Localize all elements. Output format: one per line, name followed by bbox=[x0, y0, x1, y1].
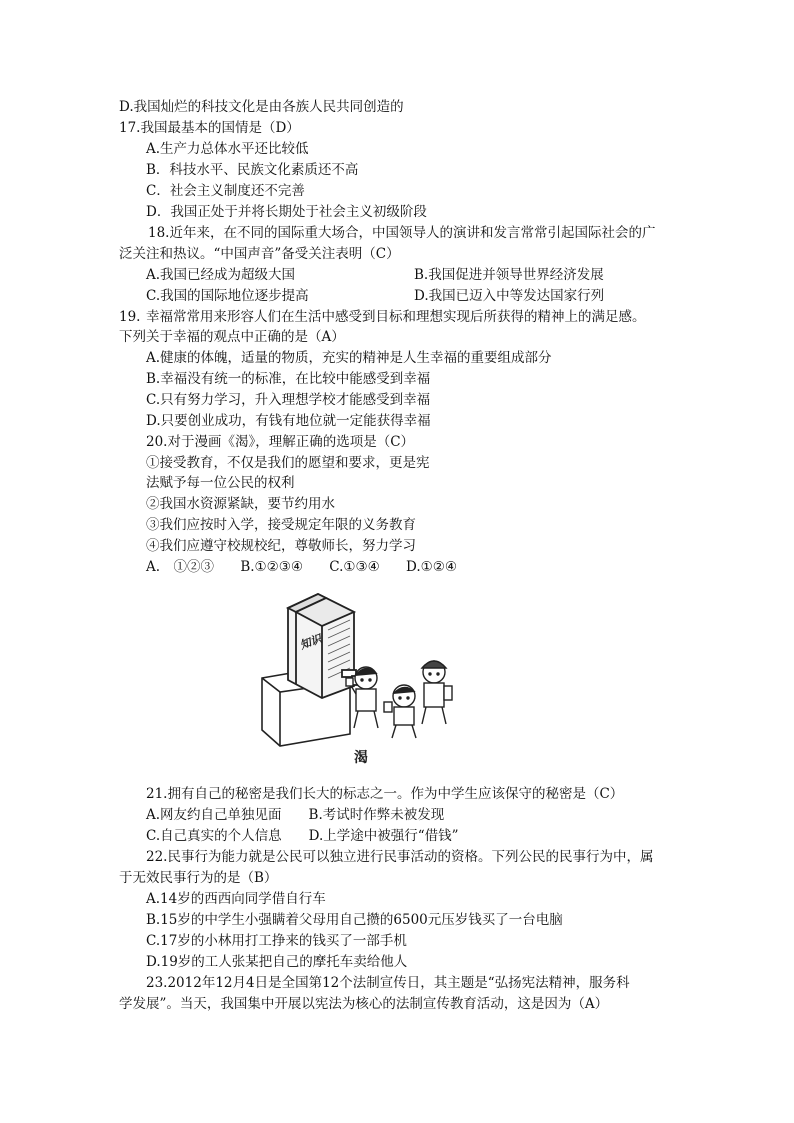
q20-statement-3: ③我们应按时入学，接受规定年限的义务教育 bbox=[146, 517, 416, 533]
q20-statement-2: ②我国水资源紧缺，要节约用水 bbox=[146, 496, 335, 512]
q18-option-c: C.我国的国际地位逐步提高 bbox=[146, 288, 309, 304]
q19-option-a: A.健康的体魄，适量的物质，充实的精神是人生幸福的重要组成部分 bbox=[146, 350, 552, 366]
q22-stem-line1: 22.民事行为能力就是公民可以独立进行民事活动的资格。下列公民的民事行为中，属 bbox=[146, 849, 654, 865]
q20-option-b: B.①②③④ bbox=[240, 559, 303, 575]
q21-options-ab: A.网友约自己单独见面 B.考试时作弊未被发现 bbox=[146, 807, 445, 823]
q20-options bbox=[146, 557, 479, 577]
q17-option-a: A.生产力总体水平还比较低 bbox=[146, 141, 309, 157]
q23-stem-line2: 学发展”。当天，我国集中开展以宪法为核心的法制宣传教育活动，这是因为（A） bbox=[119, 996, 609, 1012]
q17-option-d: D．我国正处于并将长期处于社会主义初级阶段 bbox=[146, 204, 427, 220]
q22-option-d: D.19岁的工人张某把自己的摩托车卖给他人 bbox=[146, 954, 408, 970]
q18-option-d: D.我国已迈入中等发达国家行列 bbox=[414, 288, 605, 304]
q20-option-d: D.①②④ bbox=[406, 559, 457, 575]
q22-option-a: A.14岁的西西向同学借自行车 bbox=[146, 891, 326, 907]
q20-statement-4: ④我们应遵守校规校纪，尊敬师长，努力学习 bbox=[146, 538, 416, 554]
q18-option-b: B.我国促进并领导世界经济发展 bbox=[414, 267, 604, 283]
q18-stem-line2: 泛关注和热议。“中国声音”备受关注表明（C） bbox=[119, 246, 400, 262]
q20-statement-1b: 法赋予每一位公民的权利 bbox=[146, 475, 295, 491]
q22-stem-line2: 于无效民事行为的是（B） bbox=[119, 870, 278, 886]
q20-statement-1a: ①接受教育，不仅是我们的愿望和要求，更是宪 bbox=[146, 455, 430, 471]
cartoon-caption: 渴 bbox=[354, 750, 368, 766]
q19-preamble-line1: 幸福常常用来形容人们在生活中感受到目标和理想实现后所获得的精神上的满足感。 bbox=[146, 309, 646, 325]
q21-stem: 21.拥有自己的秘密是我们长大的标志之一。作为中学生应该保守的秘密是（C） bbox=[146, 786, 624, 802]
q20-option-c: C.①③④ bbox=[329, 559, 380, 575]
q20-stem: 20.对于漫画《渴》，理解正确的选项是（C） bbox=[146, 434, 415, 450]
q17-option-b: B．科技水平、民族文化素质还不高 bbox=[146, 162, 359, 178]
q19-option-b: B.幸福没有统一的标准，在比较中能感受到幸福 bbox=[146, 371, 431, 387]
q20-option-a: A. ①②③ bbox=[146, 559, 215, 575]
q18-stem-line1: 18.近年来，在不同的国际重大场合，中国领导人的演讲和发言常常引起国际社会的广 bbox=[148, 225, 656, 241]
q23-stem-line1: 23.2012年12月4日是全国第12个法制宣传日，其主题是“弘扬宪法精神，服务科 bbox=[146, 975, 630, 991]
cartoon-book-label: 知识 bbox=[298, 632, 324, 652]
q21-options-cd: C.自己真实的个人信息 D.上学途中被强行“借钱” bbox=[146, 828, 459, 844]
q22-option-b: B.15岁的中学生小强瞒着父母用自己攒的6500元压岁钱买了一台电脑 bbox=[146, 912, 563, 928]
q16-option-d: D.我国灿烂的科技文化是由各族人民共同创造的 bbox=[119, 99, 404, 115]
q22-option-c: C.17岁的小林用打工挣来的钱买了一部手机 bbox=[146, 933, 407, 949]
q17-option-c: C．社会主义制度还不完善 bbox=[146, 183, 305, 199]
q17-stem: 17.我国最基本的国情是（D） bbox=[119, 120, 300, 136]
q19-option-d: D.只要创业成功，有钱有地位就一定能获得幸福 bbox=[146, 413, 431, 429]
q19-preamble-line2: 下列关于幸福的观点中正确的是（A） bbox=[119, 329, 345, 345]
q18-option-a: A.我国已经成为超级大国 bbox=[146, 267, 296, 283]
q19-option-c: C.只有努力学习，升入理想学校才能感受到幸福 bbox=[146, 392, 431, 408]
q19-number: 19. bbox=[119, 309, 141, 325]
cartoon-thirst-illustration bbox=[258, 586, 468, 768]
